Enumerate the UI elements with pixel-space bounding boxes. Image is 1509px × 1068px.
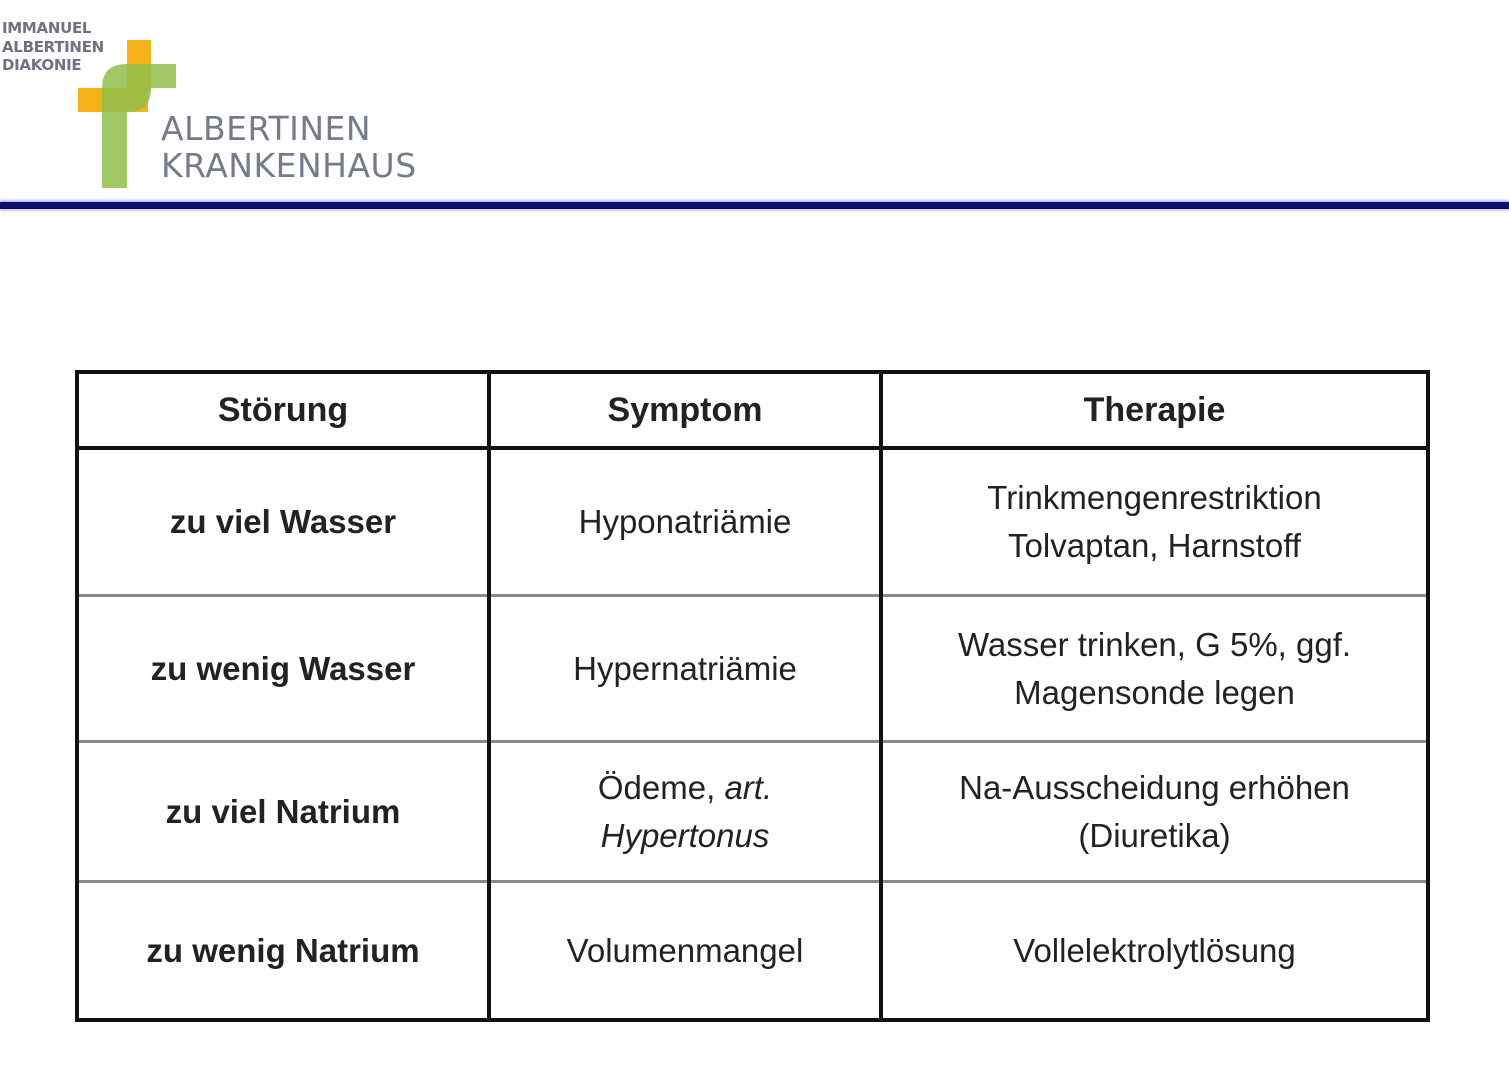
cell-stoerung: zu viel Wasser [77, 448, 489, 596]
cell-symptom: Volumenmangel [489, 882, 881, 1021]
table-row [77, 742, 1428, 882]
table-row [77, 448, 1428, 596]
cell-stoerung: zu viel Natrium [77, 742, 489, 882]
cell-therapie: Wasser trinken, G 5%, ggf. Magensonde legen [881, 596, 1428, 742]
cell-therapie: Na-Ausscheidung erhöhen (Diuretika) [881, 742, 1428, 882]
cell-symptom: Hypernatriämie [489, 596, 881, 742]
electrolyte-table [75, 370, 1430, 1022]
table-row [77, 882, 1428, 1021]
hospital-name: ALBERTINEN KRANKENHAUS [161, 109, 417, 185]
organization-name: IMMANUEL ALBERTINEN DIAKONIE [2, 19, 104, 74]
cell-therapie: Vollelektrolytlösung [881, 882, 1428, 1021]
cell-stoerung: zu wenig Natrium [77, 882, 489, 1021]
cell-symptom: Hyponatriämie [489, 448, 881, 596]
header-therapie: Therapie [881, 372, 1428, 448]
cell-stoerung: zu wenig Wasser [77, 596, 489, 742]
header-stoerung: Störung [77, 372, 489, 448]
header-divider [0, 202, 1509, 209]
table-header-row [77, 372, 1428, 448]
cell-symptom: Ödeme, art. Hypertonus [489, 742, 881, 882]
cell-therapie: Trinkmengenrestriktion Tolvaptan, Harnstoff [881, 448, 1428, 596]
table-row [77, 596, 1428, 742]
header-symptom: Symptom [489, 372, 881, 448]
